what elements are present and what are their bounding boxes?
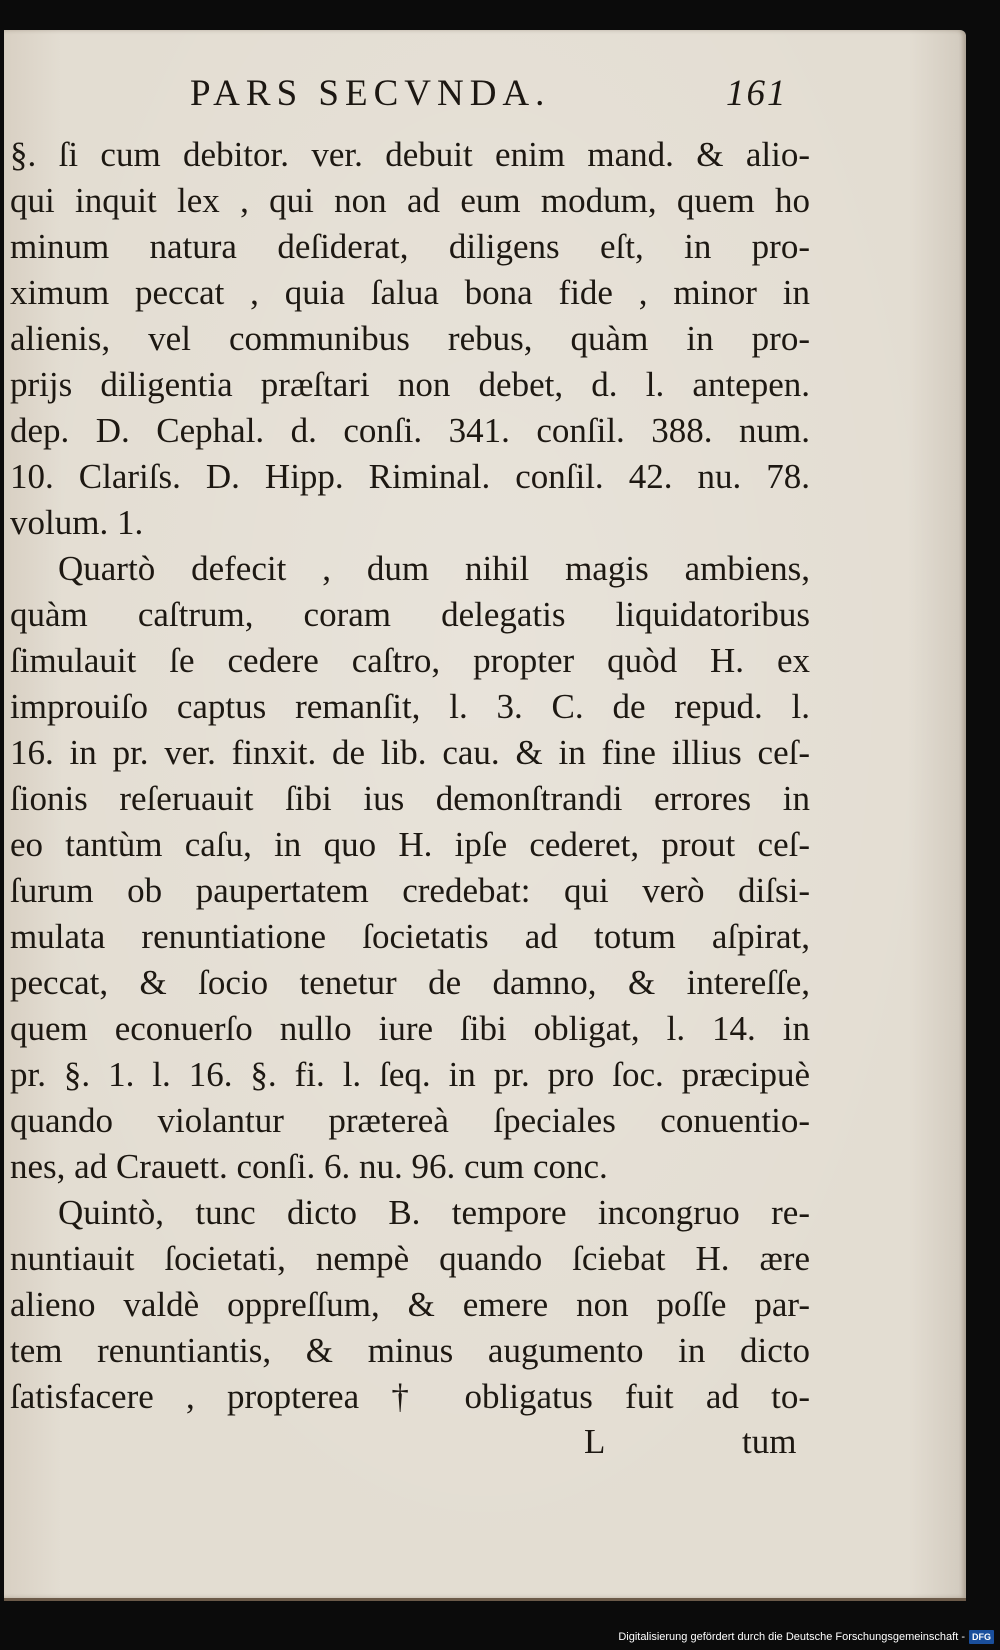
- catchword: tum: [742, 1422, 797, 1461]
- page-footer: [4, 1422, 966, 1468]
- text-line: ſurum ob paupertatem credebat: qui verò diſsi-: [10, 871, 810, 910]
- text-line: eo tantùm caſu, in quo H. ipſe cederet, prout ceſ-: [10, 825, 810, 864]
- body-text: [10, 132, 810, 1420]
- text-line: pr. §. 1. l. 16. §. fi. l. ſeq. in pr. pro ſoc. præcipuè: [10, 1055, 810, 1094]
- paragraph: [10, 1190, 810, 1420]
- text-line: qui inquit lex , qui non ad eum modum, quem ho: [10, 181, 810, 220]
- dfg-logo-icon: DFG: [969, 1630, 994, 1644]
- book-page: [4, 30, 966, 1601]
- text-line: Quintò, tunc dicto B. tempore incongruo re-: [58, 1193, 810, 1232]
- text-line: minum natura deſiderat, diligens eſt, in pro-: [10, 227, 810, 266]
- text-line: nes, ad Crauett. conſi. 6. nu. 96. cum conc.: [10, 1147, 608, 1186]
- text-line: ximum peccat , quia ſalua bona fide , minor in: [10, 273, 810, 312]
- text-line: alieno valdè oppreſſum, & emere non poſſe par-: [10, 1285, 810, 1324]
- signature-mark: L: [584, 1422, 606, 1461]
- text-line: dep. D. Cephal. d. conſi. 341. conſil. 388. num.: [10, 411, 810, 450]
- text-line: nuntiauit ſocietati, nempè quando ſciebat H. ære: [10, 1239, 810, 1278]
- text-line: mulata renuntiatione ſocietatis ad totum aſpirat,: [10, 917, 810, 956]
- text-line: §. ſi cum debitor. ver. debuit enim mand. & alio-: [10, 135, 810, 174]
- text-line: quando violantur prætereà ſpeciales conuentio-: [10, 1101, 810, 1140]
- text-line: quem econuerſo nullo iure ſibi obligat, l. 14. in: [10, 1009, 810, 1048]
- paragraph: [10, 546, 810, 1190]
- text-line: 16. in pr. ver. finxit. de lib. cau. & in fine illius ceſ-: [10, 733, 810, 772]
- text-line: quàm caſtrum, coram delegatis liquidatoribus: [10, 595, 810, 634]
- running-head: [4, 72, 966, 122]
- digitization-credit: [618, 1628, 994, 1646]
- text-line: ſimulauit ſe cedere caſtro, propter quòd H. ex: [10, 641, 810, 680]
- text-line: peccat, & ſocio tenetur de damno, & intereſſe,: [10, 963, 810, 1002]
- page-number: 161: [726, 73, 788, 114]
- text-line: 10. Clariſs. D. Hipp. Riminal. conſil. 42. nu. 78.: [10, 457, 810, 496]
- text-line: Quartò defecit , dum nihil magis ambiens,: [58, 549, 810, 588]
- running-head-title: PARS SECVNDA.: [190, 73, 551, 114]
- text-line: improuiſo captus remanſit, l. 3. C. de repud. l.: [10, 687, 810, 726]
- credit-text: Digitalisierung gefördert durch die Deutsche Forschungsgemeinschaft -: [618, 1631, 965, 1643]
- text-line: ſionis reſeruauit ſibi ius demonſtrandi errores in: [10, 779, 810, 818]
- text-line: alienis, vel communibus rebus, quàm in pro-: [10, 319, 810, 358]
- text-line: tem renuntiantis, & minus augumento in dicto: [10, 1331, 810, 1370]
- text-line: ſatisfacere , propterea † obligatus fuit ad to-: [10, 1377, 810, 1416]
- text-line: prijs diligentia præſtari non debet, d. l. antepen.: [10, 365, 810, 404]
- paragraph: [10, 132, 810, 546]
- text-line: volum. 1.: [10, 503, 144, 542]
